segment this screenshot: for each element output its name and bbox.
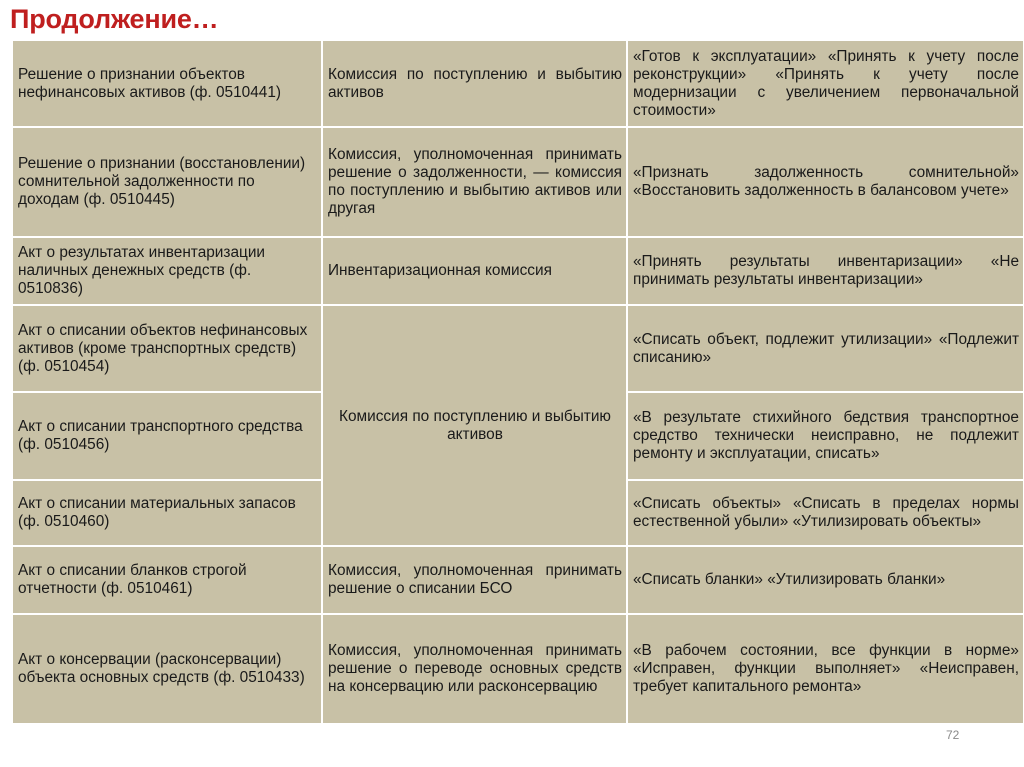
slide-title: Продолжение… [10,4,219,34]
decision-cell: «В рабочем состоянии, все функции в норме» «Исправен, функции выполняет» «Неисправен, требует капитального ремонта» [627,614,1024,724]
decision-cell: «Списать объекты» «Списать в пределах нормы естественной убыли» «Утилизировать объекты» [627,480,1024,546]
document-cell: Акт о списании объектов нефинансовых активов (кроме транспортных средств) (ф. 0510454) [12,305,322,392]
table-row [12,237,1024,305]
table-row [12,305,1024,392]
table-row [12,546,1024,614]
commission-cell: Комиссия, уполномоченная принимать решение о переводе основных средств на консервацию или расконсервацию [322,614,627,724]
document-cell: Решение о признании (восстановлении) сомнительной задолженности по доходам (ф. 0510445) [12,127,322,237]
decision-cell: «Готов к эксплуатации» «Принять к учету после реконструкции» «Принять к учету после модернизации с увеличением первоначальной стоимости» [627,40,1024,127]
decision-cell: «Списать бланки» «Утилизировать бланки» [627,546,1024,614]
commission-cell: Комиссия, уполномоченная принимать решение о задолженности, — комиссия по поступлению и выбытию активов или другая [322,127,627,237]
document-cell: Акт о списании бланков строгой отчетности (ф. 0510461) [12,546,322,614]
document-cell: Акт о списании транспортного средства (ф. 0510456) [12,392,322,480]
table-row [12,40,1024,127]
table-row [12,127,1024,237]
decision-cell: «Списать объект, подлежит утилизации» «Подлежит списанию» [627,305,1024,392]
decision-cell: «Признать задолженность сомнительной» «Восстановить задолженность в балансовом учете» [627,127,1024,237]
document-cell: Акт о консервации (расконсервации) объекта основных средств (ф. 0510433) [12,614,322,724]
document-cell: Акт о результатах инвентаризации наличных денежных средств (ф. 0510836) [12,237,322,305]
commission-cell: Инвентаризационная комиссия [322,237,627,305]
document-cell: Решение о признании объектов нефинансовых активов (ф. 0510441) [12,40,322,127]
decision-cell: «Принять результаты инвентаризации» «Не принимать результаты инвентаризации» [627,237,1024,305]
table-row [12,614,1024,724]
commission-cell: Комиссия, уполномоченная принимать решение о списании БСО [322,546,627,614]
commission-cell: Комиссия по поступлению и выбытию активов [322,305,627,546]
document-cell: Акт о списании материальных запасов (ф. 0510460) [12,480,322,546]
decision-cell: «В результате стихийного бедствия транспортное средство технически неисправно, не подлежит ремонту и эксплуатации, списать» [627,392,1024,480]
page-number: 72 [946,728,960,742]
decisions-table [11,39,1024,725]
commission-cell: Комиссия по поступлению и выбытию активов [322,40,627,127]
